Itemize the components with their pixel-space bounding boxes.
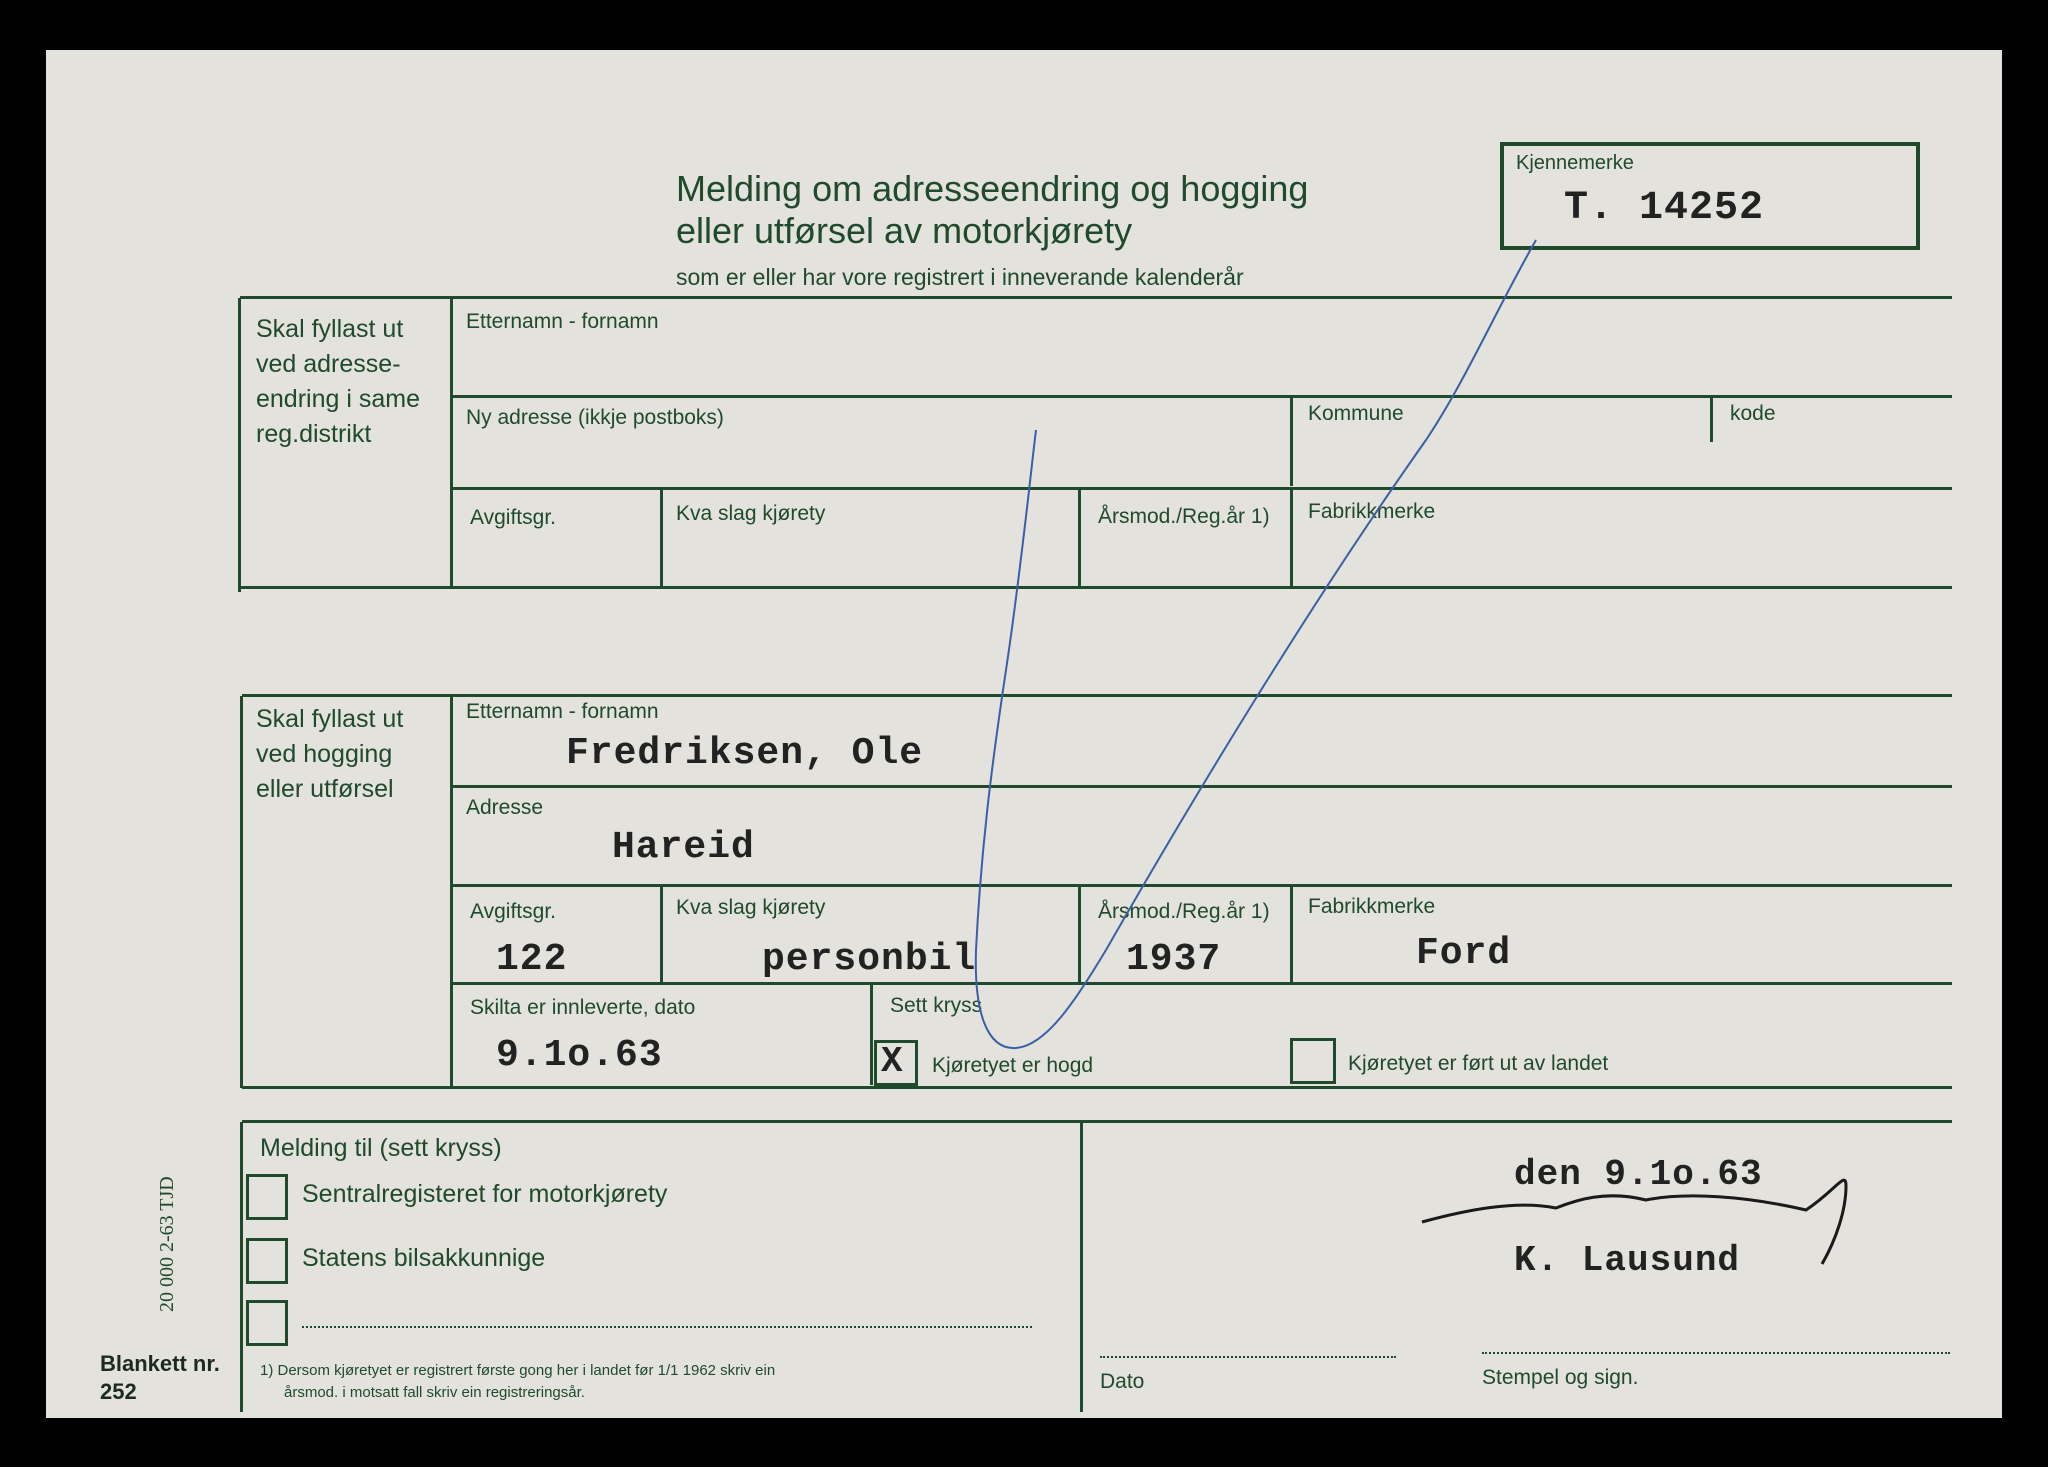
scrap-sett-kryss-label: Sett kryss [890,994,983,1017]
scrap-address-label: Adresse [466,796,544,819]
addr-new-address-label: Ny adresse (ikkje postboks) [466,406,724,429]
signer-name: K. Lausund [1514,1240,1741,1281]
scrap-address-value: Hareid [612,826,755,869]
footnote-line-1: 1) Dersom kjøretyet er registrert første gong her i landet før 1/1 1962 skriv ein [260,1362,776,1379]
scrap-kva-slag-label: Kva slag kjørety [676,896,826,919]
scrap-arsmod-value: 1937 [1126,938,1222,981]
footnote-line-2: årsmod. i motsatt fall skriv ein registreringsår. [284,1384,585,1401]
kjennemerke-label: Kjennemerke [1516,152,1634,174]
addr-fabrikk-label: Fabrikkmerke [1308,500,1436,523]
addr-kode-label: kode [1730,402,1776,425]
kjennemerke-value: T. 14252 [1564,186,1765,231]
option-statens-bilsakkunnige: Statens bilsakkunnige [302,1244,546,1272]
addr-kommune-label: Kommune [1308,402,1404,425]
scrap-name-value: Fredriksen, Ole [566,732,924,775]
scrap-avgift-value: 122 [496,938,568,981]
scrap-kva-slag-value: personbil [762,938,977,981]
title-line-2: eller utførsel av motorkjørety [676,210,1133,251]
scrap-arsmod-label: Årsmod./Reg.år 1) [1098,900,1270,923]
scrap-fabrikk-label: Fabrikkmerke [1308,895,1436,918]
scrap-name-label: Etternamn - fornamn [466,700,659,723]
scrap-avgift-label: Avgiftsgr. [470,900,556,923]
scrap-skilta-value: 9.1o.63 [496,1034,663,1077]
stempel-label: Stempel og sign. [1482,1366,1639,1389]
hogd-label: Kjøretyet er hogd [932,1054,1094,1077]
blankett-line-1: Blankett nr. [100,1351,220,1376]
scrap-skilta-label: Skilta er innleverte, dato [470,996,696,1019]
side-print-code: 20 000 2-63 TJD [156,1176,178,1312]
melding-til-label: Melding til (sett kryss) [260,1134,502,1162]
section-address-label: Skal fyllast ut ved adresse-endring i same reg.distrikt [256,315,420,448]
option-sentralregisteret: Sentralregisteret for motorkjørety [302,1180,668,1208]
title-line-1: Melding om adresseendring og hogging [676,168,1309,209]
form-sheet [46,50,2002,1418]
form-subtitle: som er eller har vore registrert i inneverande kalenderår [676,264,1244,290]
dato-label: Dato [1100,1370,1145,1393]
addr-kva-slag-label: Kva slag kjørety [676,502,826,525]
section-scrap-label: Skal fyllast ut ved hogging eller utførsel [256,705,404,803]
scrap-fabrikk-value: Ford [1416,932,1512,975]
date-stamp: den 9.1o.63 [1514,1154,1763,1195]
checkbox-hogd-mark: X [881,1041,904,1082]
blankett-line-2: 252 [100,1379,137,1404]
addr-arsmod-label: Årsmod./Reg.år 1) [1098,505,1270,528]
utfort-label: Kjøretyet er ført ut av landet [1348,1052,1609,1075]
pen-check-stroke [46,50,2002,1418]
addr-name-label: Etternamn - fornamn [466,310,659,333]
addr-avgift-label: Avgiftsgr. [470,506,556,529]
